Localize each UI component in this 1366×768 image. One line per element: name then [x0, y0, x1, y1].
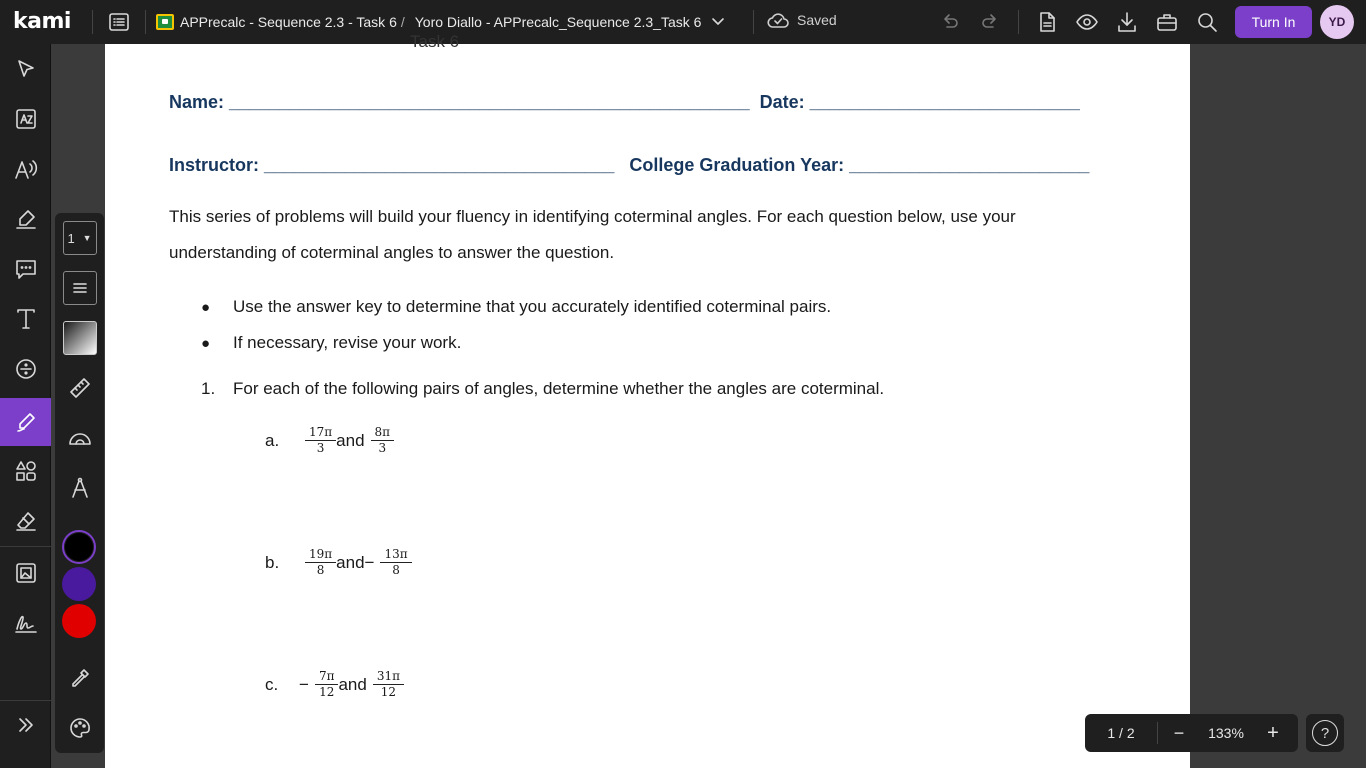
comment-icon[interactable] — [0, 245, 51, 293]
divider — [753, 10, 754, 34]
grad-year-blank: ________________________ — [849, 155, 1090, 175]
color-swatch-purple[interactable] — [62, 567, 96, 601]
zoom-in-button[interactable]: + — [1267, 721, 1279, 744]
fraction — [373, 669, 404, 700]
denominator: 3 — [378, 441, 387, 455]
denominator: 12 — [319, 685, 335, 699]
insert-image-icon[interactable] — [0, 549, 51, 597]
question-part — [265, 425, 394, 456]
google-classroom-icon — [156, 14, 174, 30]
highlighter-icon[interactable] — [0, 195, 51, 243]
main-tools-sidebar — [0, 44, 51, 768]
question-number: 1. — [201, 379, 216, 398]
bullet-text: Use the answer key to determine that you accurately identified coterminal pairs. — [233, 297, 832, 316]
bullet-dot: ● — [201, 335, 211, 352]
joiner: and — [336, 430, 365, 450]
question-text: For each of the following pairs of angles, determine whether the angles are coterminal. — [233, 379, 885, 398]
line-style-button[interactable] — [55, 268, 104, 308]
select-tool-icon[interactable] — [0, 45, 51, 93]
divider — [145, 10, 146, 34]
denominator: 3 — [316, 441, 325, 455]
signature-icon[interactable] — [0, 599, 51, 647]
intro-line-2: understanding of coterminal angles to answer the question. — [169, 243, 615, 262]
numerator: 17π — [305, 425, 336, 441]
date-blank: ___________________________ — [809, 92, 1080, 112]
denominator: 8 — [316, 563, 325, 577]
instructor-line — [169, 155, 1089, 176]
fraction — [305, 425, 336, 456]
instructor-label: Instructor: — [169, 155, 265, 175]
color-swatch-red[interactable] — [62, 604, 96, 638]
title-separator: / — [400, 14, 405, 30]
name-label: Name: — [169, 92, 230, 112]
date-label: Date: — [749, 92, 810, 112]
cloud-check-icon — [767, 12, 789, 28]
eye-icon[interactable] — [1075, 11, 1099, 33]
numerator: 13π — [380, 547, 411, 563]
zoom-controls — [1085, 714, 1298, 752]
undo-icon[interactable] — [938, 11, 962, 33]
save-status — [767, 12, 837, 28]
document-title[interactable] — [156, 11, 725, 33]
zoom-out-button[interactable]: − — [1173, 722, 1185, 743]
denominator: 12 — [380, 685, 397, 699]
lines-icon — [73, 282, 87, 294]
top-toolbar — [0, 0, 1366, 44]
bullet-text: If necessary, revise your work. — [233, 333, 462, 352]
text-box-icon[interactable] — [0, 295, 51, 343]
name-date-line — [169, 92, 1080, 113]
numerator: 7π — [315, 669, 339, 685]
assignment-title: APPrecalc - Sequence 2.3 - Task 6 — [180, 14, 397, 30]
page-indicator[interactable]: 1 / 2 — [1107, 725, 1135, 741]
dictionary-tool-icon[interactable] — [0, 95, 51, 143]
divider — [0, 546, 51, 547]
divider — [92, 10, 93, 34]
stroke-width-select[interactable] — [55, 218, 104, 258]
drawing-subtoolbar — [55, 213, 104, 753]
fraction — [315, 669, 339, 700]
joiner: and — [338, 674, 367, 694]
redo-icon[interactable] — [978, 11, 1002, 33]
divider — [1018, 10, 1019, 34]
clipped-heading: Task 6 — [410, 32, 460, 51]
help-icon: ? — [1312, 720, 1338, 746]
palette-icon[interactable] — [55, 708, 104, 748]
saved-label: Saved — [797, 12, 837, 28]
turn-in-button[interactable]: Turn In — [1235, 6, 1312, 38]
bullet-dot: ● — [201, 299, 211, 316]
document-page[interactable] — [105, 32, 1190, 768]
opacity-button[interactable] — [55, 318, 104, 358]
intro-line-1: This series of problems will build your fluency in identifying coterminal angles. For each question below, use your — [169, 207, 1016, 226]
name-blank: ____________________________________________________ — [229, 92, 750, 112]
question-part — [265, 547, 412, 578]
expand-sidebar-icon[interactable] — [0, 701, 51, 749]
joiner: and — [336, 552, 365, 572]
numerator: 19π — [305, 547, 336, 563]
part-label: c. — [265, 674, 279, 694]
grad-year-label: College Graduation Year: — [614, 155, 850, 175]
equation-icon[interactable] — [0, 345, 51, 393]
stroke-width-value: 1 — [67, 230, 75, 246]
help-button[interactable] — [1306, 714, 1344, 752]
ruler-icon[interactable] — [55, 368, 104, 408]
avatar[interactable]: YD — [1320, 5, 1354, 39]
color-swatch-black[interactable] — [62, 530, 96, 564]
toolbox-icon[interactable] — [1155, 11, 1179, 33]
outline-list-icon[interactable] — [106, 10, 132, 34]
denominator: 8 — [392, 563, 400, 577]
download-icon[interactable] — [1115, 11, 1139, 33]
compass-icon[interactable] — [55, 468, 104, 508]
fraction — [305, 547, 336, 578]
eyedropper-icon[interactable] — [55, 658, 104, 698]
part-label: a. — [265, 430, 280, 450]
numerator: 31π — [373, 669, 404, 685]
part-label: b. — [265, 552, 280, 572]
zoom-level[interactable]: 133% — [1208, 725, 1244, 741]
drawing-tool-icon[interactable] — [0, 398, 51, 446]
search-icon[interactable] — [1195, 11, 1219, 33]
shapes-icon[interactable] — [0, 447, 51, 495]
chevron-down-icon[interactable] — [711, 15, 725, 29]
gradient-icon — [63, 321, 97, 355]
file-name: Yoro Diallo - APPrecalc_Sequence 2.3_Task 6 — [414, 14, 702, 30]
eraser-icon[interactable] — [0, 497, 51, 545]
caret-down-icon: ▼ — [82, 233, 92, 243]
kami-logo[interactable]: kami — [13, 9, 71, 34]
protractor-icon[interactable] — [55, 418, 104, 458]
sign: − — [364, 552, 375, 572]
fraction — [371, 425, 395, 456]
instructor-blank: ___________________________________ — [264, 155, 615, 175]
sign: − — [299, 674, 309, 694]
question-part — [265, 669, 404, 700]
document-info-icon[interactable] — [1035, 11, 1059, 33]
text-to-speech-icon[interactable] — [0, 145, 51, 193]
fraction — [380, 547, 411, 578]
numerator: 8π — [371, 425, 395, 441]
